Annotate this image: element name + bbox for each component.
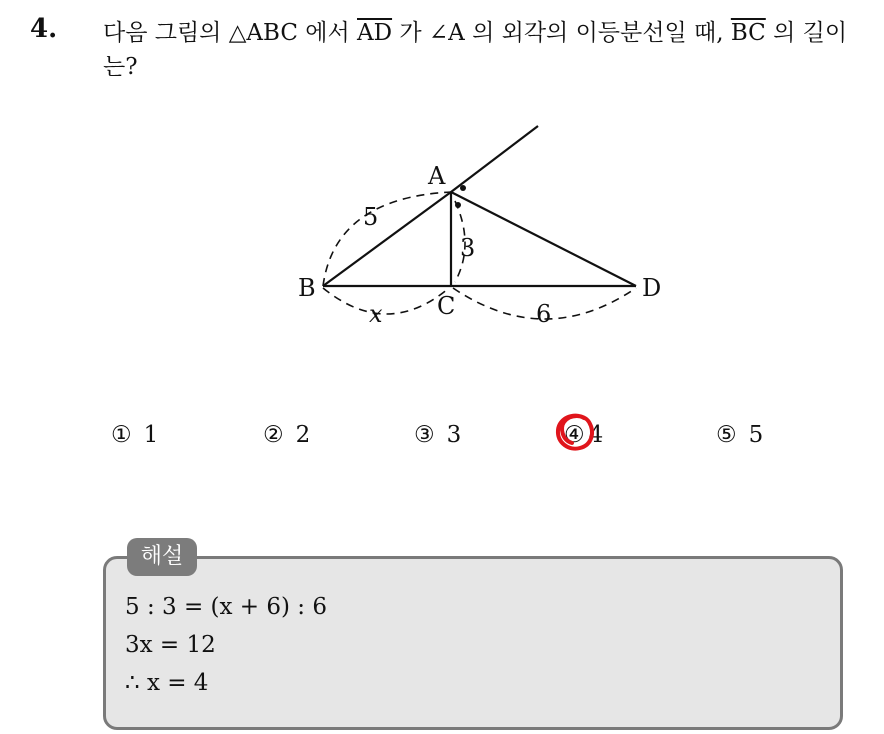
- choice-2-value: 2: [295, 422, 311, 448]
- length-ab-label: 5: [363, 203, 379, 231]
- arc-cd: [453, 288, 636, 319]
- segment-bc-label: $\overline{BC}$: [730, 20, 766, 46]
- choice-3-mark: ③: [414, 422, 435, 448]
- solution-line-1: 5 : 3 = (x + 6) : 6: [125, 594, 327, 620]
- choice-1-value: 1: [143, 422, 159, 448]
- choice-2[interactable]: [263, 422, 310, 448]
- extension-line: [451, 126, 538, 192]
- arc-bc: [323, 288, 449, 314]
- length-bc-label: x: [369, 300, 383, 328]
- choice-3[interactable]: [414, 422, 461, 448]
- choice-1-mark: ①: [111, 422, 132, 448]
- arc-ac: [455, 201, 465, 282]
- question-text-part2: 가 ∠A 의 외각의 이등분선일 때,: [392, 20, 731, 46]
- length-ac-label: 3: [460, 234, 476, 262]
- choice-5-value: 5: [748, 422, 764, 448]
- vertex-b-label: B: [298, 274, 316, 302]
- question-text: [103, 16, 873, 84]
- segment-ab: [323, 192, 451, 286]
- vertex-d-label: D: [642, 274, 662, 302]
- choice-4-value: 4: [588, 422, 604, 448]
- choice-4-mark: ④: [564, 422, 585, 448]
- question-number: 4.: [30, 14, 58, 44]
- solution-line-3: ∴ x = 4: [125, 670, 209, 696]
- length-cd-label: 6: [536, 300, 552, 328]
- vertex-a-label: A: [428, 162, 446, 190]
- choice-3-value: 3: [446, 422, 462, 448]
- solution-line-2: 3x = 12: [125, 632, 216, 658]
- choice-5[interactable]: [716, 422, 763, 448]
- vertex-c-label: C: [437, 292, 456, 320]
- segment-ad: [451, 192, 636, 286]
- angle-dot-outer: [460, 185, 466, 191]
- question-text-part3: 의 길이는?: [103, 20, 848, 80]
- angle-dot-inner: [455, 202, 461, 208]
- choice-1[interactable]: [111, 422, 158, 448]
- question-text-part1: 다음 그림의 △ABC 에서: [103, 20, 357, 46]
- choice-2-mark: ②: [263, 422, 284, 448]
- choice-4[interactable]: [564, 422, 603, 448]
- choice-5-mark: ⑤: [716, 422, 737, 448]
- segment-ad-label: $\overline{AD}$: [357, 20, 393, 46]
- solution-tag: 해설: [127, 538, 197, 576]
- arc-ab: [323, 192, 451, 286]
